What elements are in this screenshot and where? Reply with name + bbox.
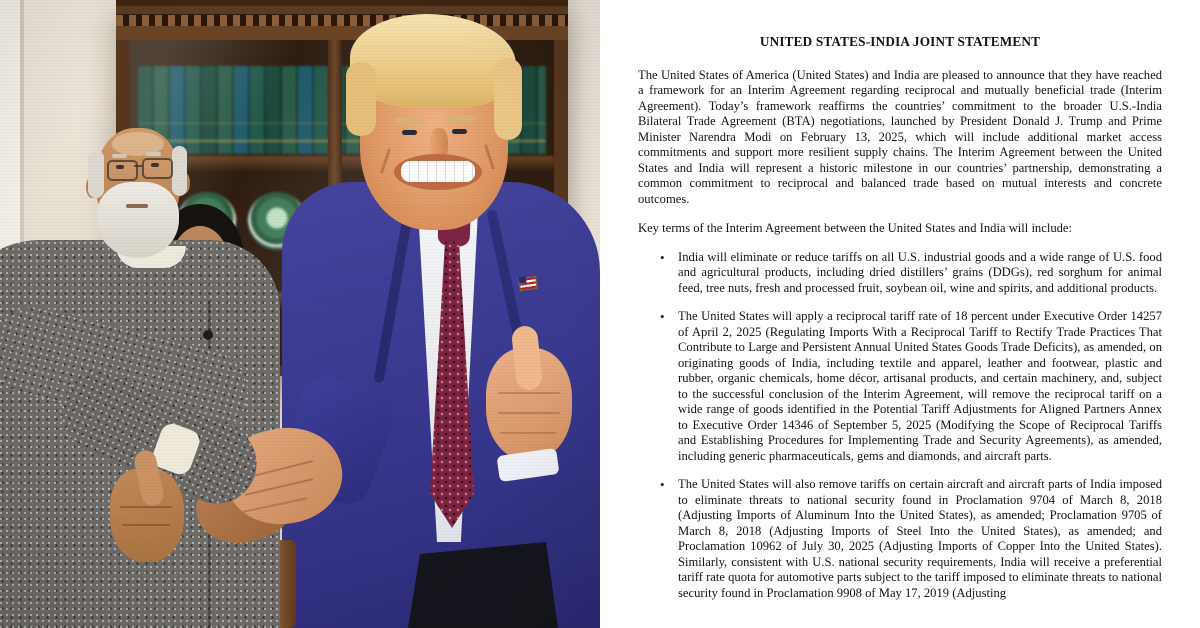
modi-glasses-bridge (134, 165, 142, 167)
statement-bullet: • India will eliminate or reduce tariffs on all U.S. industrial goods and a wide range of U.S. food and agricultural products, including dried distillers’ grains (DDGs), red sorghum for animal feed, tree nuts, fresh and processed fruit, soybean oil, wine and spirits, and additional products. (638, 250, 1162, 297)
statement-bullet: • The United States will apply a reciprocal tariff rate of 18 percent under Executive Order 14257 of April 2, 2025 (Regulating Imports With a Reciprocal Tariff to Rectify Trade Practices That Contribute to Large and Persistent Annual United States Goods Trade Deficits), as amended, on originating goods of India, including textile and apparel, leather and footwear, plastic and rubber, organic chemicals, home décor, artisanal products, and certain machinery, and, subject to the successful conclusion of the Interim Agreement, will remove the reciprocal tariff on a wide range of goods identified in the Potential Tariff Adjustments for Aligned Partners Annex to Executive Order 14346 of September 5, 2025 (Modifying the Scope of Reciprocal Tariffs and Establishing Procedures for Implementing Trade and Security Agreements), as amended, including generic pharmaceuticals, gems and diamonds, and aircraft parts. (638, 309, 1162, 464)
knuckle-line (498, 412, 560, 414)
modi-glasses-lens (142, 158, 173, 179)
modi-hair (88, 150, 104, 198)
bookcase-dentil-molding (116, 15, 568, 26)
trump-hair (494, 58, 522, 140)
trump-trousers (408, 542, 558, 628)
knuckle-line (498, 392, 560, 394)
intro-paragraph: The United States of America (United States) and India are pleased to announce that they have reached a framework for an Interim Agreement regarding reciprocal and mutually beneficial trade (Interim Agreement). Today’s framework reaffirms the countries’ commitment to the broader U.S.-India Bilateral Trade Agreement (BTA) negotiations, launched by President Donald J. Trump and Prime Minister Narendra Modi on February 13, 2025, which will include additional market access commitments and support more resilient supply chains. The Interim Agreement between the United States and India will represent a historic milestone in our countries’ partnership, demonstrating a common commitment to reciprocal and balanced trade based on mutual interests and concrete outcomes. (638, 67, 1162, 206)
modi-eyebrow (146, 152, 161, 156)
trump-eye (402, 130, 417, 135)
document-title: UNITED STATES-INDIA JOINT STATEMENT (759, 34, 1041, 49)
document-page (600, 0, 1200, 601)
joint-statement-document (600, 0, 1200, 628)
trump-eye (452, 129, 467, 134)
us-flag-pin-canton (519, 277, 527, 284)
modi-mouth (126, 204, 148, 208)
knuckle-line (120, 506, 172, 508)
knuckle-line (122, 524, 170, 526)
modi-hair (172, 146, 187, 196)
jacket-button (203, 330, 213, 340)
knuckle-line (500, 432, 556, 434)
modi-eyebrow (112, 154, 127, 158)
modi-glasses-lens (107, 160, 138, 181)
statement-bullet: • The United States will also remove tariffs on certain aircraft and aircraft parts of India imposed to eliminate threats to national security found in Proclamation 9704 of March 8, 2018 (Adjusting Imports of Aluminum Into the United States), as amended; Proclamation 9705 of March 8, 2018 (Adjusting Imports of Steel Into the United States), as amended; and Proclamation 10962 of July 30, 2025 (Adjusting Imports of Copper Into the United States). Similarly, consistent with U.S. national security requirements, India will receive a preferential tariff rate quota for automotive parts subject to the tariff imposed to eliminate threats to national security found in Proclamation 9908 of May 17, 2019 (Adjusting (638, 477, 1162, 601)
key-terms-heading: Key terms of the Interim Agreement between the United States and India will include: (638, 221, 1073, 235)
trump-hair (346, 62, 376, 136)
modi-white-beard (97, 182, 179, 258)
key-terms-list (638, 250, 1162, 602)
trump-teeth (401, 161, 475, 182)
